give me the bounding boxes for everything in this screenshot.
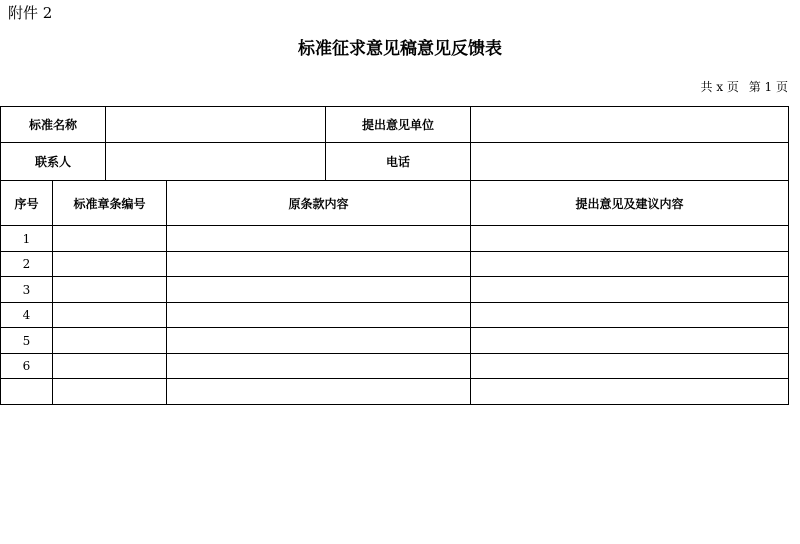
- attachment-label: 附件 2: [8, 4, 53, 22]
- column-header-original-content: 原条款内容: [288, 196, 349, 211]
- column-header-suggestions: 提出意见及建议内容: [575, 196, 684, 211]
- form-title: 标准征求意见稿意见反馈表: [298, 39, 502, 59]
- contact-person-label: 联系人: [34, 155, 71, 169]
- standard-name-field[interactable]: [106, 107, 325, 142]
- contact-person-field[interactable]: [106, 143, 325, 180]
- submitting-unit-field[interactable]: [471, 107, 788, 142]
- table-row-seq: 5: [22, 333, 31, 348]
- table-row-seq: 2: [22, 257, 31, 271]
- phone-label: 电话: [385, 155, 410, 169]
- column-header-clause-number: 标准章条编号: [73, 196, 146, 211]
- current-page: 第 1 页: [748, 80, 788, 94]
- phone-field[interactable]: [471, 143, 788, 180]
- page-indicator: [695, 78, 789, 95]
- feedback-table: [0, 106, 789, 405]
- submitting-unit-label: 提出意见单位: [361, 118, 434, 132]
- column-header-seq: 序号: [14, 196, 39, 211]
- table-row-seq: 6: [22, 359, 31, 373]
- standard-name-label: 标准名称: [28, 118, 77, 132]
- table-row-seq: 1: [22, 231, 31, 246]
- total-pages: 共 x 页: [700, 80, 739, 94]
- table-row-seq: 3: [22, 282, 31, 297]
- table-row-seq: [1, 379, 52, 404]
- table-row-seq: 4: [22, 308, 31, 322]
